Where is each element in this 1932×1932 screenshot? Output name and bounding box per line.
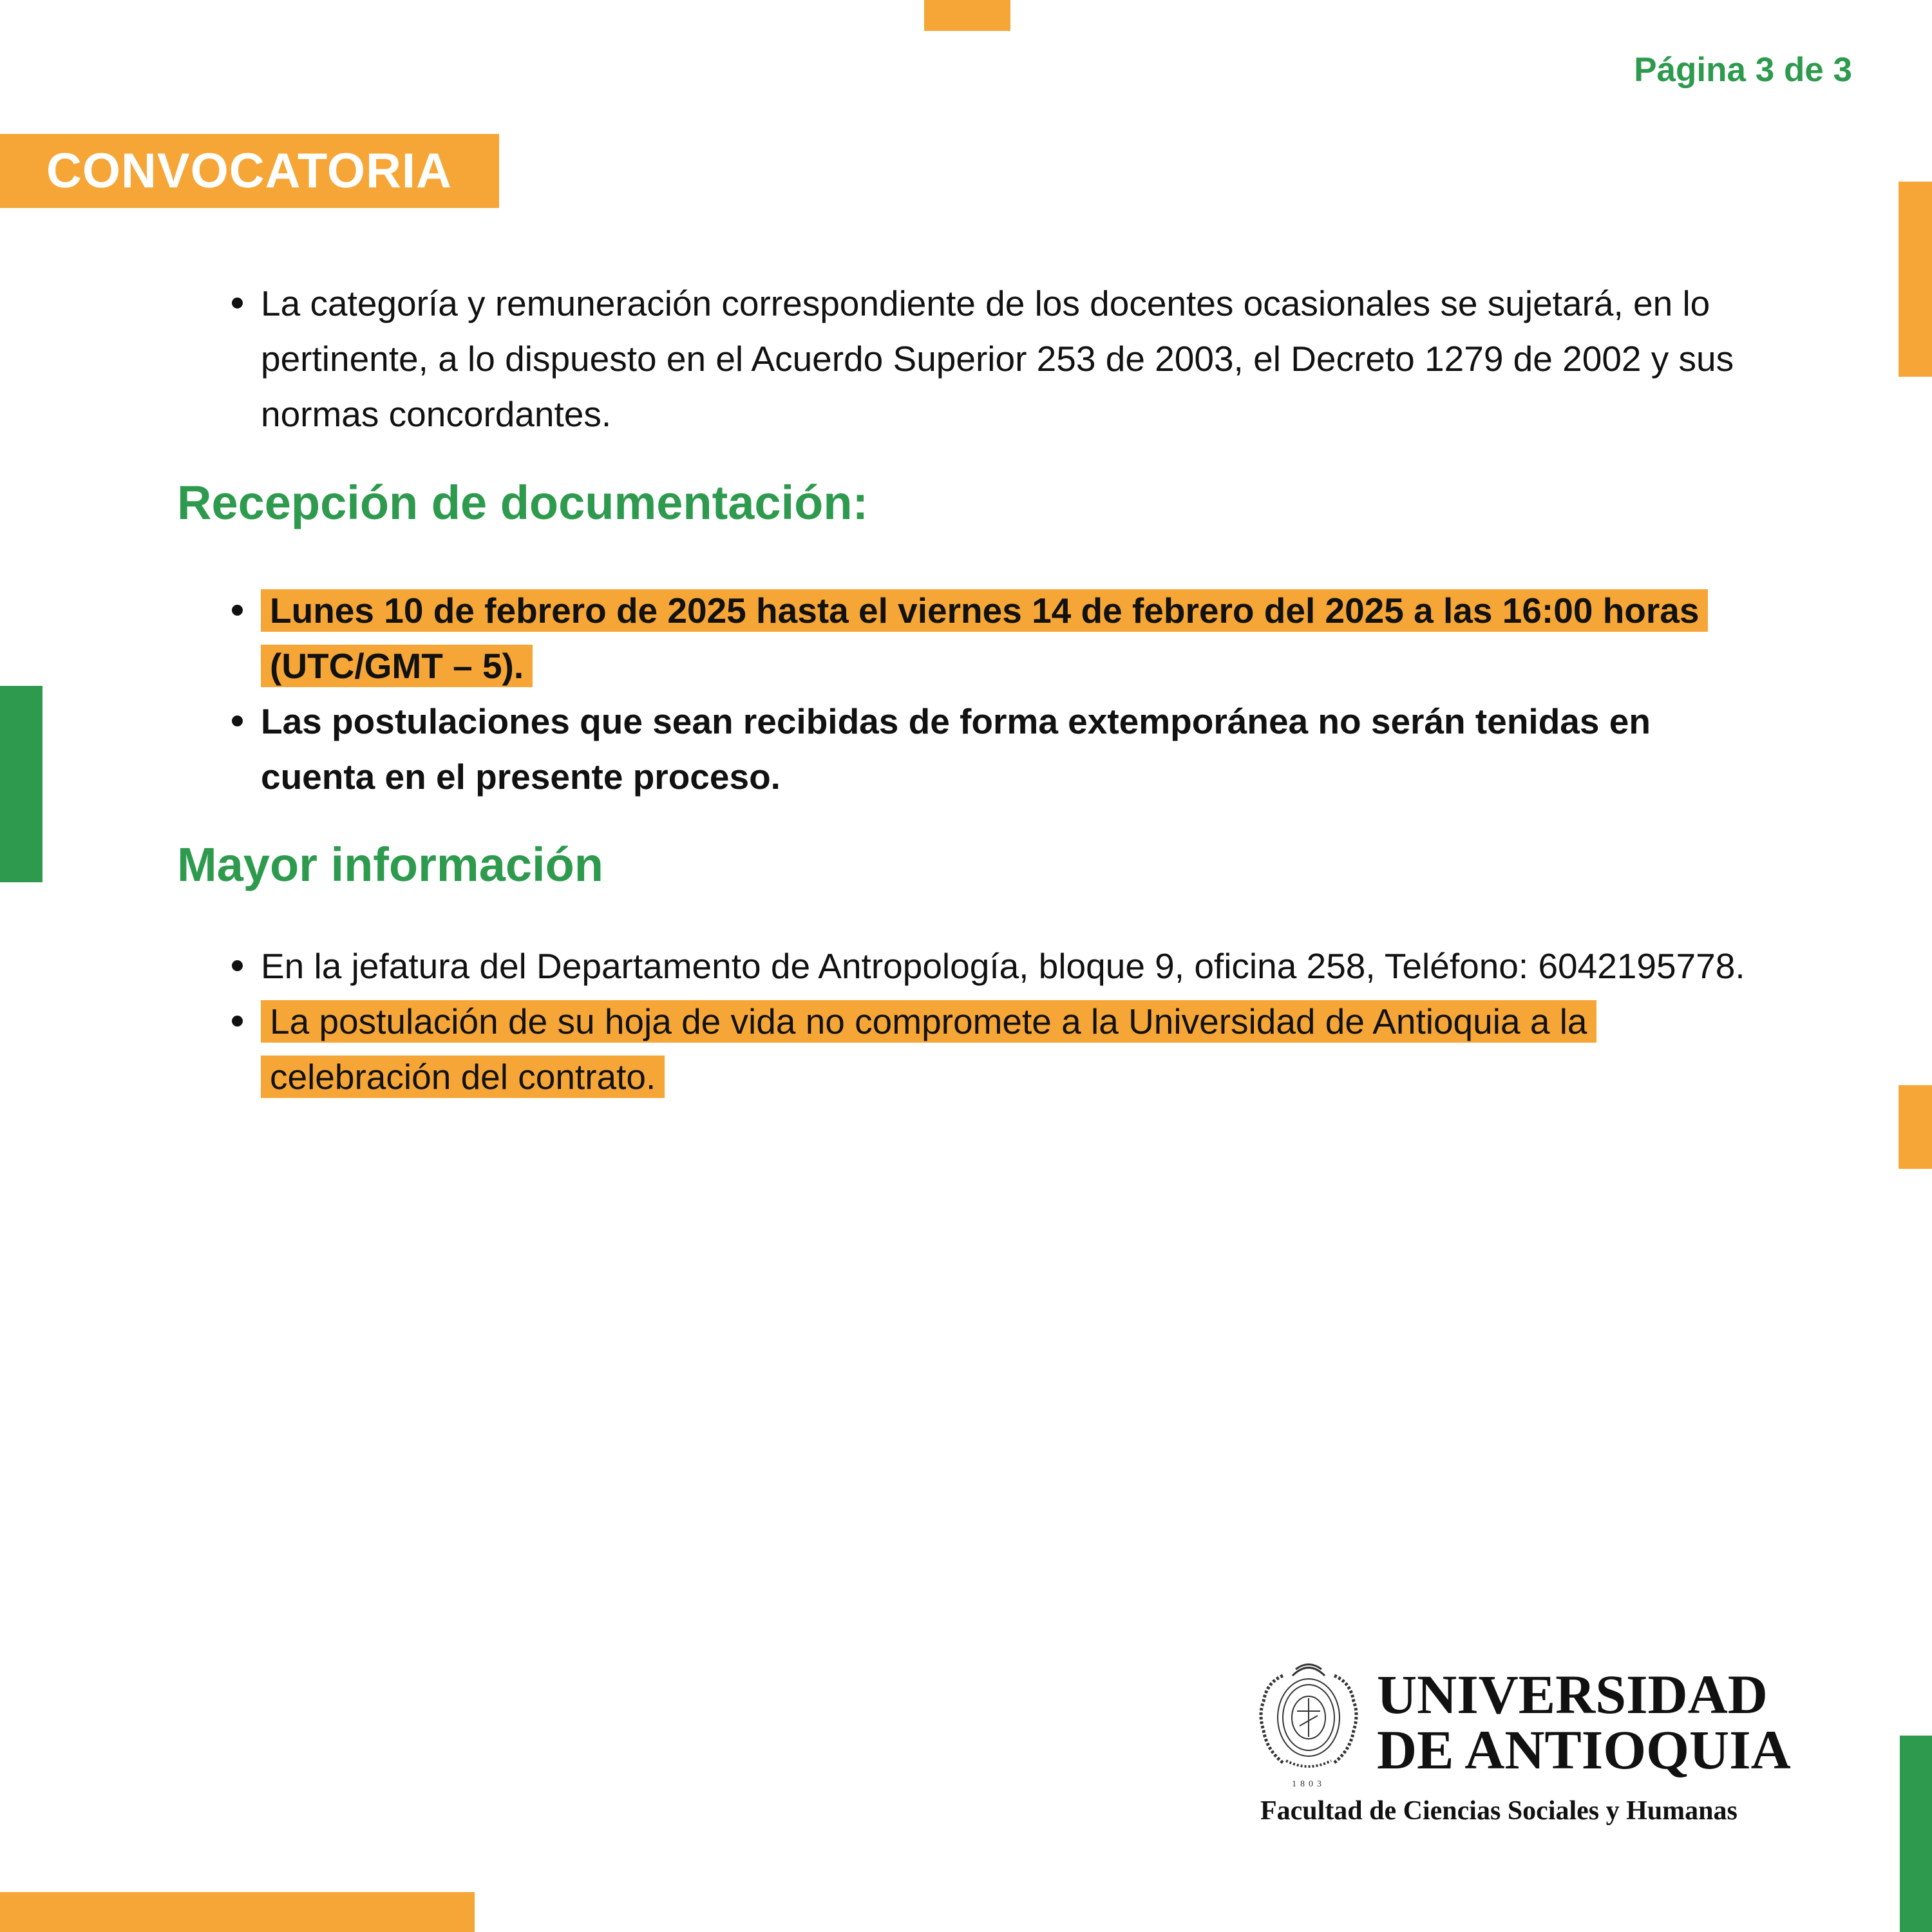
left-green-bar: [0, 686, 43, 882]
right-green-bar: [1900, 1736, 1932, 1932]
list-item: [232, 583, 1752, 694]
svg-text:1803: 1803: [1292, 1779, 1325, 1789]
reception-dates-highlight: Lunes 10 de febrero de 2025 hasta el viernes 14 de febrero del 2025 a las 16:00 horas (UTC/GMT – 5).: [261, 589, 1708, 687]
faculty-name: Facultad de Ciencias Sociales y Humanas: [1260, 1796, 1738, 1826]
top-orange-bar: [924, 0, 1010, 31]
bullet-icon: [232, 960, 243, 971]
disclaimer-highlight: La postulación de su hoja de vida no compromete a la Universidad de Antioquia a la celebración del contrato.: [261, 1000, 1596, 1098]
contact-text: En la jefatura del Departamento de Antropología, bloque 9, oficina 258, Teléfono: 6042195778.: [261, 946, 1745, 986]
bullet-icon: [232, 298, 243, 308]
reception-heading: Recepción de documentación:: [177, 476, 869, 529]
reception-list: [232, 583, 1752, 804]
info-list: [232, 938, 1752, 1104]
bullet-icon: [232, 1016, 243, 1027]
university-name-line2: DE ANTIOQUIA: [1377, 1719, 1791, 1781]
intro-text: La categoría y remuneración correspondiente de los docentes ocasionales se sujetará, en lo pertinente, a lo dispuesto en el Acuerdo Superior 253 de 2003, el Decreto 1279 de 2002 y sus normas concordantes.: [261, 283, 1734, 434]
university-name: [1377, 1663, 1791, 1781]
bottom-orange-bar: [0, 1892, 475, 1932]
bullet-icon: [232, 715, 243, 726]
page-number: Página 3 de 3: [1634, 51, 1852, 89]
info-heading: Mayor información: [177, 838, 603, 891]
right-orange-bar-top: [1899, 182, 1932, 377]
late-submission-note: Las postulaciones que sean recibidas de forma extemporánea no serán tenidas en cuenta en el presente proceso.: [261, 701, 1651, 797]
convocatoria-tag: CONVOCATORIA: [0, 134, 499, 208]
university-logo: [1257, 1650, 1811, 1843]
bullet-icon: [232, 605, 243, 616]
right-orange-bar-middle: [1899, 1085, 1932, 1169]
list-item: [232, 938, 1752, 994]
list-item: [232, 694, 1752, 804]
university-seal-icon: [1257, 1650, 1360, 1792]
list-item: [232, 994, 1752, 1104]
intro-list: [232, 276, 1752, 442]
list-item: [232, 276, 1752, 442]
university-name-line1: UNIVERSIDAD: [1377, 1663, 1768, 1725]
